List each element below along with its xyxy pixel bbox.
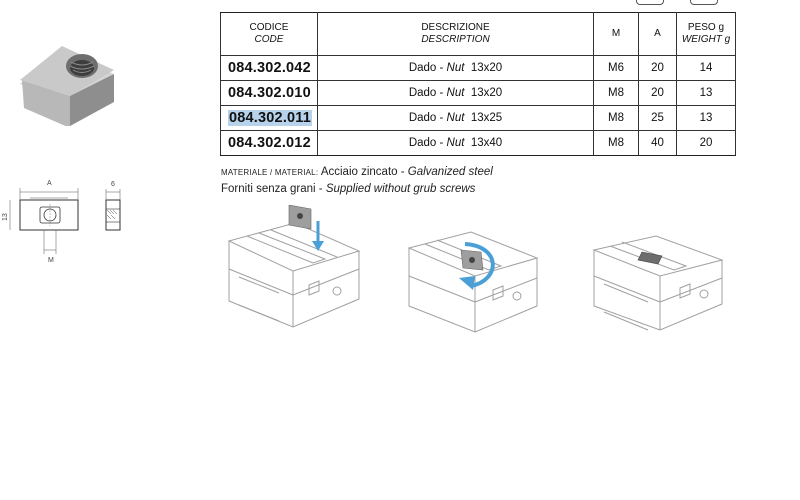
material-it: Acciaio zincato - xyxy=(320,166,405,178)
header-description-it: DESCRIZIONE xyxy=(421,22,490,33)
row-code: 084.302.042 xyxy=(221,56,318,81)
technical-drawing xyxy=(0,170,140,280)
row-description xyxy=(318,131,594,156)
desc-it: Dado - xyxy=(408,87,444,99)
row-code: 084.302.012 xyxy=(221,131,318,156)
row-a: 20 xyxy=(639,56,677,81)
material-note xyxy=(221,166,493,178)
desc-en: Nut xyxy=(446,62,465,74)
header-a: A xyxy=(639,13,677,56)
row-code xyxy=(221,106,318,131)
table-row xyxy=(221,106,736,131)
nut-photo xyxy=(18,22,118,126)
row-m: M8 xyxy=(594,81,639,106)
header-m: M xyxy=(594,13,639,56)
row-weight: 20 xyxy=(677,131,736,156)
header-code-en: CODE xyxy=(254,34,284,45)
row-code: 084.302.010 xyxy=(221,81,318,106)
dim-13-label: 13 xyxy=(2,213,9,221)
row-description xyxy=(318,56,594,81)
header-weight-en: WEIGHT g xyxy=(681,34,731,45)
assembly-step-2 xyxy=(405,228,545,333)
material-en: Galvanized steel xyxy=(407,166,493,178)
desc-it: Dado - xyxy=(408,62,444,74)
desc-en: Nut xyxy=(446,112,465,124)
header-description xyxy=(318,13,594,56)
dim-a-label: A xyxy=(47,180,52,187)
top-tab-right xyxy=(690,0,718,5)
row-weight: 13 xyxy=(677,81,736,106)
desc-it: Dado - xyxy=(408,112,444,124)
desc-size: 13x20 xyxy=(470,87,503,99)
assembly-step-1 xyxy=(225,205,365,330)
row-a: 20 xyxy=(639,81,677,106)
supply-it: Forniti senza grani - xyxy=(221,183,323,195)
desc-size: 13x20 xyxy=(470,62,503,74)
top-tab-left xyxy=(636,0,664,5)
row-weight: 14 xyxy=(677,56,736,81)
selected-code-highlight[interactable]: 084.302.011 xyxy=(229,110,312,126)
spec-table xyxy=(220,12,736,156)
header-description-en: DESCRIPTION xyxy=(421,34,490,45)
table-row xyxy=(221,81,736,106)
table-row xyxy=(221,56,736,81)
row-m: M8 xyxy=(594,131,639,156)
header-code-it: CODICE xyxy=(249,22,289,33)
table-row xyxy=(221,131,736,156)
row-description xyxy=(318,81,594,106)
row-m: M8 xyxy=(594,106,639,131)
desc-it: Dado - xyxy=(408,137,444,149)
supply-note xyxy=(221,183,475,195)
row-a: 25 xyxy=(639,106,677,131)
row-m: M6 xyxy=(594,56,639,81)
material-label: MATERIALE / MATERIAL: xyxy=(221,168,319,177)
header-weight-it: PESO g xyxy=(687,22,725,33)
dim-m-label: M xyxy=(48,257,54,264)
row-weight: 13 xyxy=(677,106,736,131)
desc-en: Nut xyxy=(446,87,465,99)
desc-en: Nut xyxy=(446,137,465,149)
header-weight xyxy=(677,13,736,56)
row-a: 40 xyxy=(639,131,677,156)
supply-en: Supplied without grub screws xyxy=(325,183,476,195)
assembly-step-3 xyxy=(590,232,730,332)
table-header-row xyxy=(221,13,736,56)
dim-6-label: 6 xyxy=(111,181,115,188)
header-code xyxy=(221,13,318,56)
desc-size: 13x25 xyxy=(470,112,503,124)
row-description xyxy=(318,106,594,131)
desc-size: 13x40 xyxy=(470,137,503,149)
